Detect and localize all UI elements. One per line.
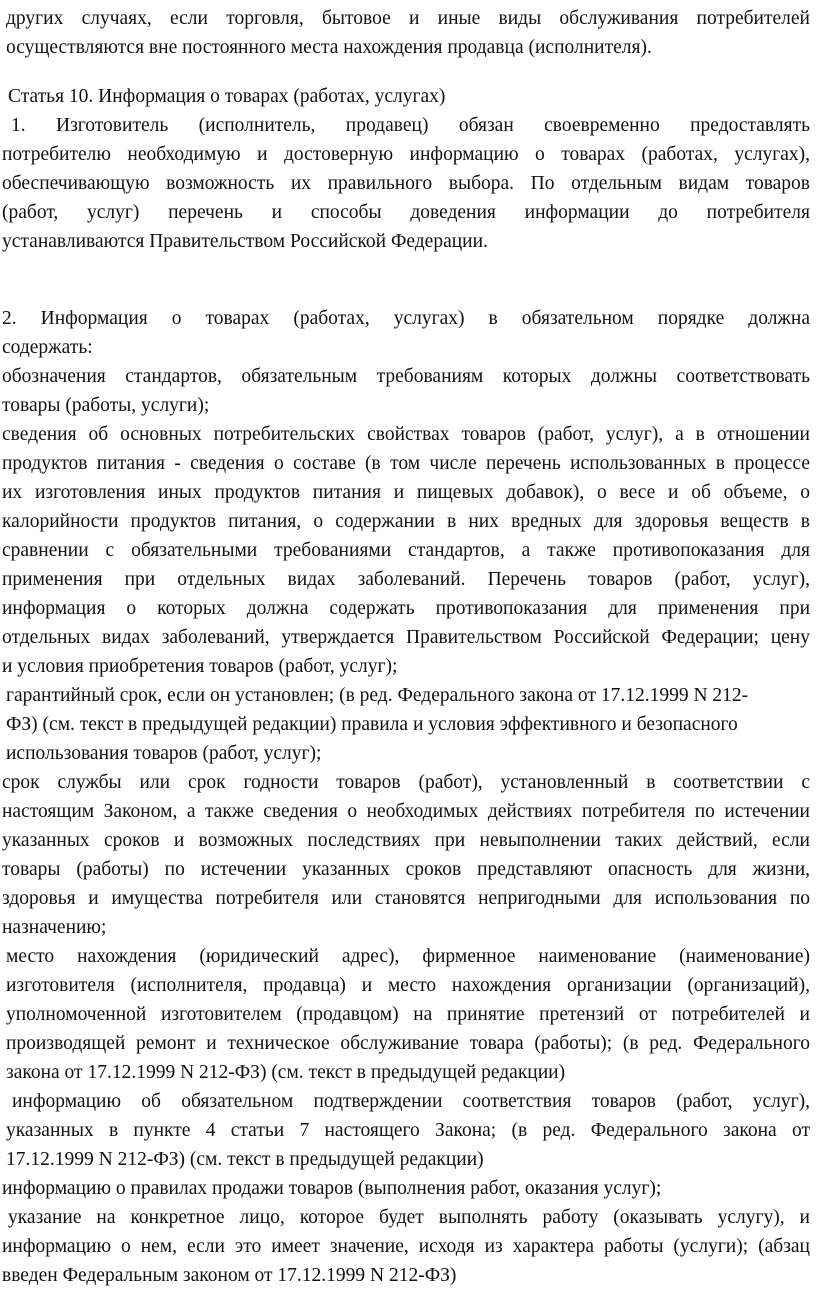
text-line: содержать: <box>2 337 93 358</box>
text-line: 17.12.1999 N 212-ФЗ) (см. текст в предыдущей редакции) <box>6 1149 484 1170</box>
item-service-life <box>2 768 810 942</box>
text-line: изготовителя (исполнителя, продавца) и место нахождения организации (организаций), <box>6 975 810 996</box>
article-10-heading <box>8 82 808 111</box>
text-line: их изготовления иных продуктов питания и пищевых добавок), о весе и об объеме, о <box>2 482 810 503</box>
text-line: сведения об основных потребительских свойствах товаров (работ, услуг), а в отношении <box>2 424 810 445</box>
text-line: уполномоченной изготовителем (продавцом) на принятие претензий от потребителей и <box>6 1004 810 1025</box>
text-line: срок службы или срок годности товаров (работ), установленный в соответствии с <box>2 772 810 793</box>
text-line: осуществляются вне постоянного места нахождения продавца (исполнителя). <box>6 37 652 58</box>
text-line: других случаях, если торговля, бытовое и иные виды обслуживания потребителей <box>6 8 810 29</box>
text-line: место нахождения (юридический адрес), фирменное наименование (наименование) <box>6 946 810 967</box>
text-line: (работ, услуг) перечень и способы доведения информации до потребителя <box>2 202 810 223</box>
text-line: обозначения стандартов, обязательным требованиям которых должны соответствовать <box>2 366 810 387</box>
text-line: товары (работы) по истечении указанных сроков представляют опасность для жизни, <box>2 859 810 880</box>
text-line: ФЗ) (см. текст в предыдущей редакции) правила и условия эффективного и безопасного <box>6 714 738 735</box>
spacer <box>2 1174 810 1203</box>
text-line: здоровья и имущества потребителя или становятся непригодными для использования по <box>2 888 810 909</box>
text-line: информация о которых должна содержать противопоказания для применения при <box>2 598 810 619</box>
text-line: товары (работы, услуги); <box>2 395 210 416</box>
text-line: применения при отдельных видах заболеваний. Перечень товаров (работ, услуг), <box>2 569 810 590</box>
text-line: калорийности продуктов питания, о содержании в них вредных для здоровья веществ в <box>2 511 810 532</box>
clause-1 <box>2 111 810 256</box>
item-performer <box>2 1174 810 1290</box>
text-line: сравнении с обязательными требованиями стандартов, а также противопоказания для <box>2 540 810 561</box>
text-line: введен Федеральным законом от 17.12.1999 N 212-ФЗ) <box>2 1265 457 1286</box>
intro-continuation <box>6 4 810 62</box>
text-line: информацию об обязательном подтверждении соответствия товаров (работ, услуг), <box>12 1091 810 1112</box>
text-line: настоящим Законом, а также сведения о необходимых действиях потребителя по истечении <box>2 801 810 822</box>
text-line: продуктов питания - сведения о составе (в том числе перечень использованных в процессе <box>2 453 810 474</box>
item-location <box>6 942 810 1087</box>
text-line: обеспечивающую возможность их правильного выбора. По отдельным видам товаров <box>2 173 810 194</box>
text-line: указанных сроков и возможных последствиях при невыполнении таких действий, если <box>2 830 810 851</box>
item-warranty <box>6 681 804 768</box>
text-line: потребителю необходимую и достоверную информацию о товарах (работах, услугах), <box>2 144 810 165</box>
text-line: закона от 17.12.1999 N 212-ФЗ) (см. текст в предыдущей редакции) <box>6 1062 566 1083</box>
text-line: назначению; <box>2 917 107 938</box>
item-standards <box>2 362 810 420</box>
text-line: и условия приобретения товаров (работ, услуг); <box>2 656 398 677</box>
text-line: указанных в пункте 4 статьи 7 настоящего Закона; (в ред. Федерального закона от <box>6 1120 810 1141</box>
text-line: использования товаров (работ, услуг); <box>6 743 322 764</box>
text-line: гарантийный срок, если он установлен; (в ред. Федерального закона от 17.12.1999 N 212- <box>6 685 749 706</box>
text-line: устанавливаются Правительством Российской Федерации. <box>2 231 488 252</box>
text-line: 1. Изготовитель (исполнитель, продавец) обязан своевременно предоставлять <box>11 115 810 136</box>
item-consumer-properties <box>2 420 810 681</box>
text-line: указание на конкретное лицо, которое будет выполнять работу (оказывать услугу), и <box>8 1207 810 1228</box>
text-line: производящей ремонт и техническое обслуживание товара (работы); (в ред. Федерального <box>6 1033 810 1054</box>
text-line: 2. Информация о товарах (работах, услугах) в обязательном порядке должна <box>2 308 810 329</box>
article-title: Статья 10. Информация о товарах (работах, услугах) <box>8 86 446 107</box>
text-line: информацию о нем, если это имеет значение, исходя из характера работы (услуги); (абзац <box>2 1236 810 1257</box>
text-line: отдельных видах заболеваний, утверждается Правительством Российской Федерации; цену <box>2 627 810 648</box>
item-conformity <box>6 1087 810 1174</box>
text-line: информацию о правилах продажи товаров (выполнения работ, оказания услуг); <box>2 1178 662 1199</box>
clause-2 <box>2 304 810 362</box>
